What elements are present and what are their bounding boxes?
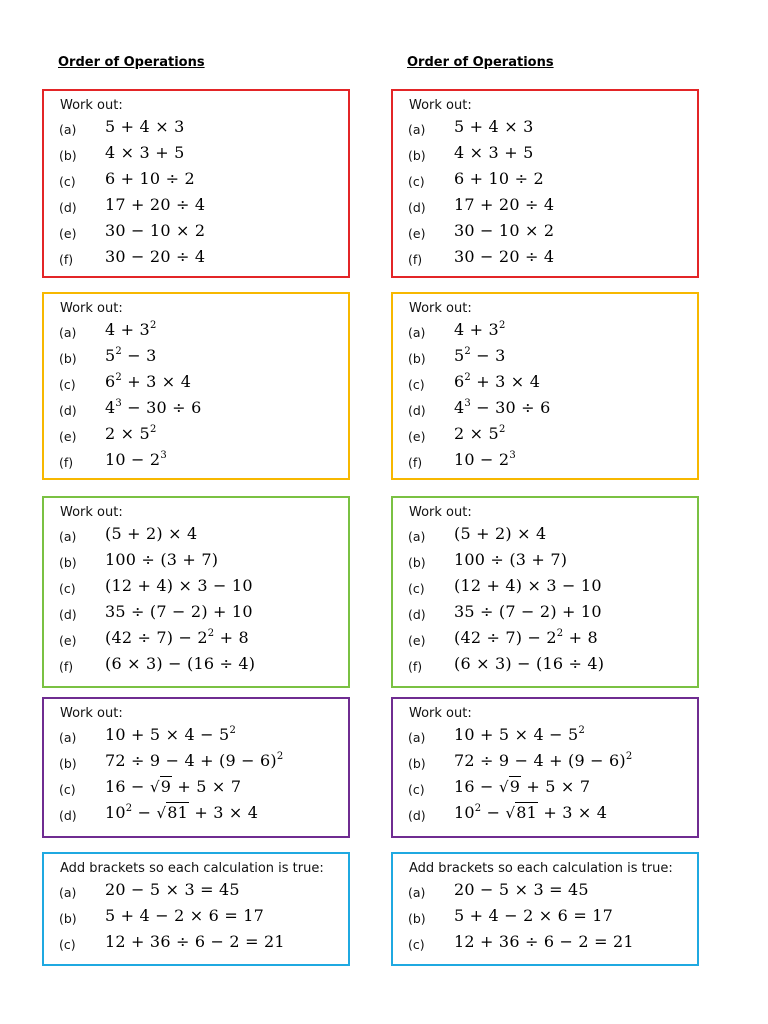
expression-text: 30 − 10 × 2	[105, 221, 206, 240]
question-expression	[105, 550, 218, 569]
question-row	[393, 448, 697, 474]
expression-text: (6 × 3) − (16 ÷ 4)	[105, 654, 256, 673]
box-basic-operations	[391, 89, 699, 278]
question-letter: (a)	[408, 885, 426, 900]
question-row	[393, 219, 697, 245]
exponent: 3	[509, 450, 516, 461]
expression-text: − 3	[121, 346, 157, 365]
worksheet-title: Order of Operations	[407, 55, 554, 70]
question-letter: (d)	[408, 607, 426, 622]
expression-text: −	[481, 803, 506, 822]
question-expression	[454, 751, 632, 770]
question-expression	[454, 117, 534, 136]
expression-text: 35 ÷ (7 − 2) + 10	[105, 602, 253, 621]
question-letter: (c)	[59, 377, 76, 392]
question-row	[393, 396, 697, 422]
question-expression	[105, 602, 253, 621]
question-expression	[454, 628, 598, 647]
question-row	[44, 167, 348, 193]
expression-text: 4	[454, 398, 465, 417]
question-letter: (a)	[408, 730, 426, 745]
question-letter: (c)	[408, 174, 425, 189]
question-letter: (a)	[59, 529, 77, 544]
radicand: 81	[167, 803, 189, 822]
question-expression	[454, 372, 540, 391]
question-expression	[105, 424, 157, 443]
question-letter: (f)	[408, 659, 423, 674]
expression-text: −	[132, 803, 157, 822]
question-row	[44, 904, 348, 930]
exponent: 2	[149, 320, 157, 331]
exponent: 2	[464, 346, 471, 357]
question-expression	[105, 247, 205, 266]
radical-sign: √	[498, 778, 509, 796]
exponent: 2	[125, 803, 133, 814]
question-row	[44, 219, 348, 245]
question-row	[44, 548, 348, 574]
question-row	[393, 626, 697, 652]
question-row	[44, 141, 348, 167]
expression-text: 100 ÷ (3 + 7)	[454, 550, 568, 569]
question-expression	[454, 169, 544, 188]
question-letter: (a)	[59, 325, 77, 340]
expression-text: 16 −	[105, 777, 150, 796]
question-letter: (a)	[408, 122, 426, 137]
expression-text: 72 ÷ 9 − 4 + (9 − 6)	[105, 751, 277, 770]
expression-text: (5 + 2) × 4	[105, 524, 198, 543]
question-row	[393, 115, 697, 141]
expression-text: (42 ÷ 7) − 2	[105, 628, 208, 647]
question-expression	[454, 221, 554, 240]
question-row	[44, 749, 348, 775]
question-expression	[105, 320, 157, 339]
box-mixed-operations	[42, 697, 350, 838]
question-expression	[105, 372, 191, 391]
box-powers	[391, 292, 699, 480]
square-root	[150, 777, 172, 796]
question-letter: (b)	[408, 351, 426, 366]
question-expression	[454, 524, 546, 543]
question-row	[44, 370, 348, 396]
question-letter: (e)	[59, 429, 77, 444]
question-expression	[454, 576, 602, 595]
exponent: 2	[115, 346, 122, 357]
square-root	[499, 777, 521, 796]
question-expression	[454, 247, 554, 266]
expression-text: 10 − 2	[454, 450, 510, 469]
question-letter: (c)	[59, 174, 76, 189]
question-letter: (e)	[408, 633, 426, 648]
question-letter: (b)	[408, 911, 426, 926]
question-row	[393, 141, 697, 167]
exponent: 2	[276, 751, 284, 762]
question-letter: (c)	[408, 782, 425, 797]
question-expression	[454, 320, 506, 339]
expression-text: 2 × 5	[105, 424, 150, 443]
question-expression	[105, 628, 249, 647]
expression-text: 6	[105, 372, 116, 391]
question-letter: (b)	[408, 756, 426, 771]
question-letter: (b)	[59, 351, 77, 366]
expression-text: 4 × 3 + 5	[454, 143, 534, 162]
exponent: 2	[498, 424, 506, 435]
question-expression	[105, 803, 258, 822]
radical-sign: √	[156, 804, 167, 822]
question-letter: (a)	[59, 122, 77, 137]
question-row	[393, 652, 697, 678]
expression-text: − 3	[470, 346, 506, 365]
question-expression	[454, 398, 550, 417]
question-expression	[454, 932, 634, 951]
worksheet-title: Order of Operations	[58, 55, 205, 70]
question-row	[44, 193, 348, 219]
expression-text: 4	[105, 398, 116, 417]
question-expression	[454, 424, 506, 443]
box-instruction: Work out:	[409, 706, 472, 721]
question-expression	[105, 654, 255, 673]
square-root	[157, 803, 190, 822]
box-instruction: Work out:	[409, 98, 472, 113]
expression-text: 20 − 5 × 3 = 45	[454, 880, 589, 899]
question-row	[44, 600, 348, 626]
question-expression	[454, 725, 585, 744]
question-row	[393, 574, 697, 600]
question-expression	[454, 450, 516, 469]
question-row	[393, 167, 697, 193]
radical-sign: √	[505, 804, 516, 822]
question-expression	[105, 932, 285, 951]
box-instruction: Add brackets so each calculation is true:	[60, 861, 324, 876]
expression-text: 5 + 4 × 3	[454, 117, 534, 136]
expression-text: + 8	[563, 628, 598, 647]
question-expression	[105, 725, 236, 744]
expression-text: + 5 × 7	[172, 777, 242, 796]
expression-text: 6 + 10 ÷ 2	[454, 169, 544, 188]
box-instruction: Work out:	[60, 706, 123, 721]
question-letter: (a)	[59, 885, 77, 900]
question-row	[393, 370, 697, 396]
question-expression	[105, 777, 241, 796]
question-letter: (a)	[408, 529, 426, 544]
question-letter: (b)	[59, 148, 77, 163]
box-powers	[42, 292, 350, 480]
question-expression	[105, 195, 205, 214]
question-letter: (b)	[59, 555, 77, 570]
question-expression	[454, 143, 534, 162]
question-expression	[105, 169, 195, 188]
question-letter: (f)	[59, 455, 74, 470]
question-expression	[105, 576, 253, 595]
expression-text: (5 + 2) × 4	[454, 524, 547, 543]
question-letter: (d)	[408, 808, 426, 823]
expression-text: (12 + 4) × 3 − 10	[105, 576, 253, 595]
question-row	[44, 245, 348, 271]
expression-text: 30 − 10 × 2	[454, 221, 555, 240]
question-expression	[105, 751, 283, 770]
exponent: 2	[115, 372, 122, 383]
question-letter: (c)	[408, 937, 425, 952]
question-row	[393, 930, 697, 956]
question-row	[44, 522, 348, 548]
box-instruction: Work out:	[409, 301, 472, 316]
question-row	[44, 574, 348, 600]
question-expression	[454, 195, 554, 214]
question-row	[393, 422, 697, 448]
radicand: 81	[516, 803, 538, 822]
expression-text: 4 + 3	[105, 320, 150, 339]
exponent: 2	[149, 424, 157, 435]
box-instruction: Work out:	[60, 301, 123, 316]
question-expression	[454, 803, 607, 822]
expression-text: 17 + 20 ÷ 4	[454, 195, 555, 214]
exponent: 3	[464, 398, 471, 409]
question-letter: (d)	[408, 200, 426, 215]
question-row	[393, 775, 697, 801]
question-letter: (d)	[59, 403, 77, 418]
question-expression	[105, 346, 157, 365]
question-row	[44, 318, 348, 344]
question-expression	[454, 906, 613, 925]
expression-text: + 8	[214, 628, 249, 647]
expression-text: 10 + 5 × 4 − 5	[454, 725, 579, 744]
expression-text: − 30 ÷ 6	[470, 398, 551, 417]
exponent: 2	[498, 320, 506, 331]
question-row	[393, 245, 697, 271]
expression-text: 10 − 2	[105, 450, 161, 469]
expression-text: + 5 × 7	[521, 777, 591, 796]
exponent: 2	[578, 725, 585, 736]
question-letter: (d)	[59, 607, 77, 622]
exponent: 3	[160, 450, 167, 461]
box-add-brackets	[42, 852, 350, 966]
worksheet-column-right	[389, 0, 709, 1024]
expression-text: 5 + 4 × 3	[105, 117, 185, 136]
expression-text: 20 − 5 × 3 = 45	[105, 880, 240, 899]
expression-text: 5 + 4 − 2 × 6 = 17	[454, 906, 613, 925]
question-letter: (f)	[408, 455, 423, 470]
exponent: 2	[625, 751, 633, 762]
expression-text: + 3 × 4	[538, 803, 608, 822]
exponent: 2	[464, 372, 471, 383]
question-row	[44, 878, 348, 904]
expression-text: 16 −	[454, 777, 499, 796]
question-expression	[105, 143, 185, 162]
box-brackets	[391, 496, 699, 688]
question-letter: (c)	[408, 377, 425, 392]
question-row	[44, 775, 348, 801]
question-expression	[454, 550, 567, 569]
box-instruction: Add brackets so each calculation is true:	[409, 861, 673, 876]
expression-text: 12 + 36 ÷ 6 − 2 = 21	[454, 932, 634, 951]
question-row	[44, 626, 348, 652]
question-row	[393, 801, 697, 827]
question-letter: (c)	[408, 581, 425, 596]
question-row	[393, 600, 697, 626]
expression-text: + 3 × 4	[121, 372, 192, 391]
question-letter: (b)	[59, 911, 77, 926]
box-mixed-operations	[391, 697, 699, 838]
exponent: 3	[115, 398, 122, 409]
question-letter: (b)	[408, 555, 426, 570]
radicand: 9	[160, 777, 172, 796]
question-letter: (d)	[59, 808, 77, 823]
question-letter: (f)	[408, 252, 423, 267]
question-letter: (d)	[59, 200, 77, 215]
question-letter: (c)	[59, 937, 76, 952]
question-letter: (f)	[59, 659, 74, 674]
question-expression	[454, 880, 589, 899]
question-letter: (e)	[59, 633, 77, 648]
expression-text: + 3 × 4	[189, 803, 259, 822]
expression-text: − 30 ÷ 6	[121, 398, 202, 417]
radicand: 9	[509, 777, 521, 796]
question-row	[44, 723, 348, 749]
box-instruction: Work out:	[409, 505, 472, 520]
question-expression	[105, 524, 197, 543]
expression-text: (42 ÷ 7) − 2	[454, 628, 557, 647]
square-root	[506, 803, 539, 822]
radical-sign: √	[149, 778, 160, 796]
expression-text: 10 + 5 × 4 − 5	[105, 725, 230, 744]
question-row	[393, 193, 697, 219]
expression-text: (6 × 3) − (16 ÷ 4)	[454, 654, 605, 673]
question-letter: (a)	[408, 325, 426, 340]
expression-text: 17 + 20 ÷ 4	[105, 195, 206, 214]
question-letter: (e)	[408, 226, 426, 241]
question-row	[393, 904, 697, 930]
question-expression	[105, 450, 167, 469]
box-add-brackets	[391, 852, 699, 966]
expression-text: 6	[454, 372, 465, 391]
question-row	[44, 115, 348, 141]
expression-text: 72 ÷ 9 − 4 + (9 − 6)	[454, 751, 626, 770]
question-expression	[105, 906, 264, 925]
question-row	[44, 930, 348, 956]
question-expression	[105, 398, 201, 417]
question-letter: (d)	[408, 403, 426, 418]
expression-text: 2 × 5	[454, 424, 499, 443]
question-expression	[105, 221, 205, 240]
box-instruction: Work out:	[60, 505, 123, 520]
expression-text: 5 + 4 − 2 × 6 = 17	[105, 906, 264, 925]
expression-text: 10	[105, 803, 126, 822]
exponent: 2	[474, 803, 482, 814]
question-row	[393, 548, 697, 574]
question-letter: (f)	[59, 252, 74, 267]
question-row	[393, 723, 697, 749]
expression-text: 30 − 20 ÷ 4	[105, 247, 206, 266]
question-row	[44, 396, 348, 422]
question-expression	[454, 777, 590, 796]
worksheet-column-left	[40, 0, 360, 1024]
question-letter: (c)	[59, 782, 76, 797]
question-letter: (b)	[59, 756, 77, 771]
expression-text: 12 + 36 ÷ 6 − 2 = 21	[105, 932, 285, 951]
box-basic-operations	[42, 89, 350, 278]
exponent: 2	[207, 628, 215, 639]
expression-text: 100 ÷ (3 + 7)	[105, 550, 219, 569]
question-row	[44, 801, 348, 827]
expression-text: 6 + 10 ÷ 2	[105, 169, 195, 188]
question-letter: (c)	[59, 581, 76, 596]
question-row	[44, 448, 348, 474]
question-row	[393, 344, 697, 370]
expression-text: 4 × 3 + 5	[105, 143, 185, 162]
question-expression	[454, 346, 506, 365]
question-letter: (b)	[408, 148, 426, 163]
question-expression	[105, 117, 185, 136]
question-letter: (a)	[59, 730, 77, 745]
question-row	[44, 422, 348, 448]
box-instruction: Work out:	[60, 98, 123, 113]
expression-text: 5	[454, 346, 465, 365]
question-row	[393, 522, 697, 548]
question-row	[393, 749, 697, 775]
question-row	[44, 652, 348, 678]
question-row	[393, 878, 697, 904]
expression-text: 35 ÷ (7 − 2) + 10	[454, 602, 602, 621]
expression-text: 5	[105, 346, 116, 365]
expression-text: 4 + 3	[454, 320, 499, 339]
question-expression	[105, 880, 240, 899]
exponent: 2	[229, 725, 236, 736]
question-row	[393, 318, 697, 344]
exponent: 2	[556, 628, 564, 639]
question-letter: (e)	[408, 429, 426, 444]
box-brackets	[42, 496, 350, 688]
expression-text: (12 + 4) × 3 − 10	[454, 576, 602, 595]
question-expression	[454, 602, 602, 621]
expression-text: 10	[454, 803, 475, 822]
expression-text: + 3 × 4	[470, 372, 541, 391]
question-expression	[454, 654, 604, 673]
expression-text: 30 − 20 ÷ 4	[454, 247, 555, 266]
question-letter: (e)	[59, 226, 77, 241]
question-row	[44, 344, 348, 370]
